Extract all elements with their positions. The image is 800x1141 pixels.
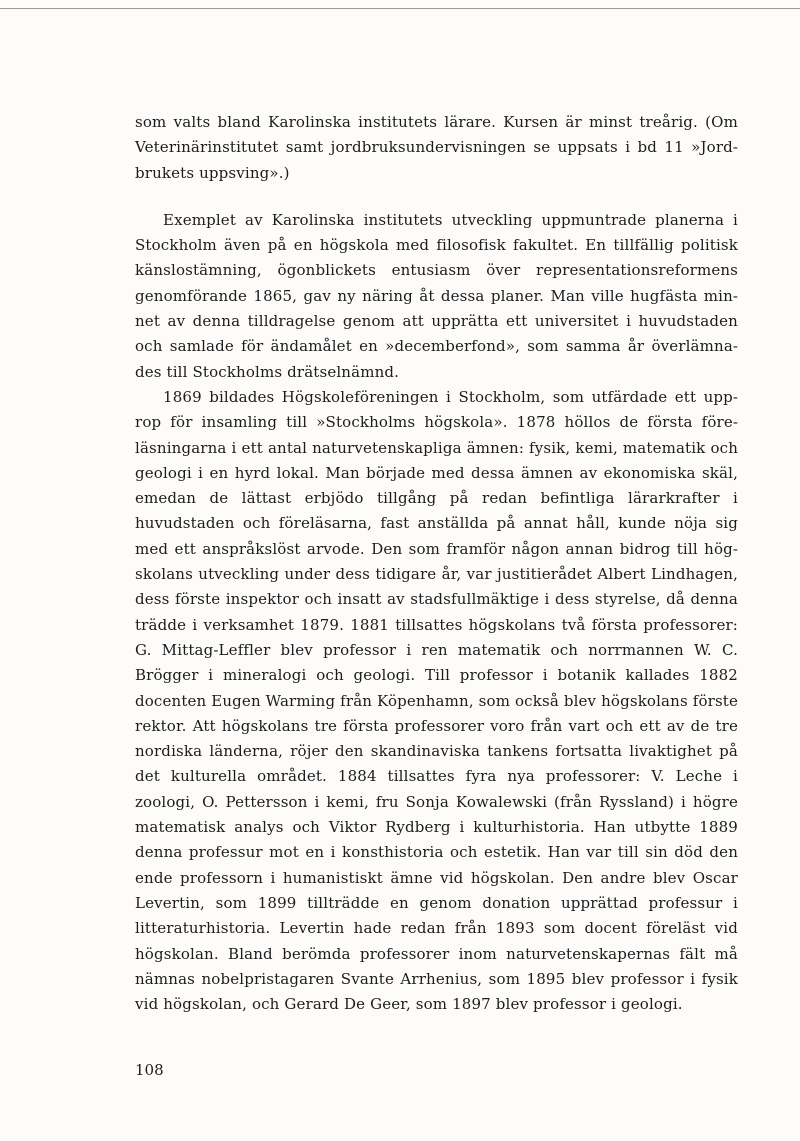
paragraph-3: 1869 bildades Högskoleföreningen i Stockholm, som utfärdade ett upprop för insamling till »Stockholms högskola». 1878 höllos de första föreläsningarna i ett antal naturvetenskapliga ämnen: fysik, kemi, matematik och geologi i en hyrd lokal. Man började med dessa ämnen av ekonomiska skäl, emedan de lättast erbjödo tillgång på redan befintliga lärarkrafter i huvudstaden och föreläsarna, fast anställda på annat håll, kunde nöja sig med ett anspråkslöst arvode. Den som framför någon annan bidrog till högskolans utveckling under dess tidigare år, var justitierådet Albert Lindhagen, dess förste inspektor och insatt av stadsfullmäktige i dess styrelse, då denna trädde i verksamhet 1879. 1881 tillsattes högskolans två första professorer: G. Mittag-Leffler blev professor i ren matematik och norrmannen W. C. Brögger i mineralogi och geologi. Till professor i botanik kallades 1882 docenten Eugen Warming från Köpenhamn, som också blev högskolans förste rektor. Att högskolans tre första professorer voro från vart och ett av de tre nordiska länderna, röjer den skandinaviska tankens fortsatta livaktighet på det kulturella området. 1884 tillsattes fyra nya professorer: V. Leche i zoologi, O. Pettersson i kemi, fru Sonja Kowalewski (från Ryssland) i högre matematisk analys och Viktor Rydberg i kulturhistoria. Han utbytte 1889 denna professur mot en i konsthistoria och estetik. Han var till sin död den ende professorn i humanistiskt ämne vid högskolan. Den andre blev Oscar Levertin, som 1899 tillträdde en genom donation upprättad professur i litteraturhistoria. Levertin hade redan från 1893 som docent föreläst vid högskolan. Bland berömda professorer inom naturvetenskapernas fält må nämnas nobelpristagaren Svante Arrhenius, som 1895 blev professor i fysik vid högskolan, och Gerard De Geer, som 1897 blev professor i geologi. <box>135 387 738 1014</box>
top-edge-line <box>0 8 800 9</box>
body-text <box>135 110 738 1017</box>
paragraph-1: som valts bland Karolinska institutets lärare. Kursen är minst treårig. (Om Veterinärinstitutet samt jordbruksundervisningen se uppsats i bd 11 »Jordbrukets uppsving».) <box>135 113 738 182</box>
paragraph-2: Exemplet av Karolinska institutets utveckling uppmuntrade planerna i Stockholm även på en högskola med filosofisk fakultet. En tillfällig politisk känslostämning, ögonblickets entusiasm över representationsreformens genomförande 1865, gav ny näring åt dessa planer. Man ville hugfästa minnet av denna tilldragelse genom att upprätta ett universitet i huvudstaden och samlade för ändamålet en »decemberfond», som samma år överlämnades till Stockholms drätselnämnd. <box>135 210 738 381</box>
page-number: 108 <box>135 1061 164 1079</box>
